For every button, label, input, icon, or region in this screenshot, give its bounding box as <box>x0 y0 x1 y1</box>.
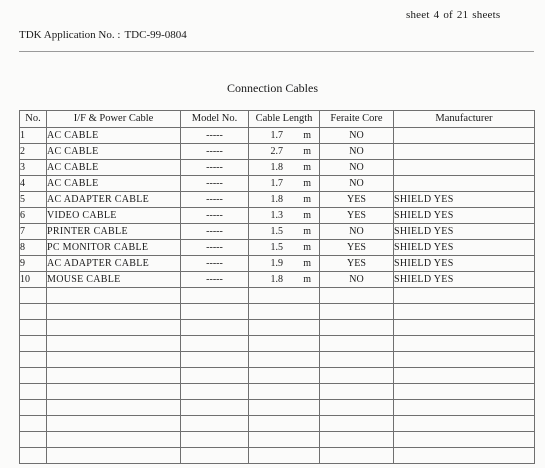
row-number: 10 <box>20 272 47 288</box>
manufacturer <box>394 144 535 160</box>
model-number: ----- <box>181 160 249 176</box>
empty-cell <box>249 352 320 368</box>
sheet-total: 21 <box>456 9 469 21</box>
table-row <box>20 128 535 144</box>
empty-cell <box>320 400 394 416</box>
cable-name: AC CABLE <box>47 176 181 192</box>
table-row <box>20 192 535 208</box>
empty-cell <box>20 448 47 464</box>
empty-table-row <box>20 448 535 464</box>
empty-cell <box>394 320 535 336</box>
cable-length-value: 2.7 <box>270 145 283 157</box>
empty-cell <box>181 352 249 368</box>
empty-cell <box>249 368 320 384</box>
ferrite-core: YES <box>320 192 394 208</box>
header-divider <box>19 51 534 52</box>
table-row <box>20 240 535 256</box>
cable-length <box>249 208 320 224</box>
cable-name: AC ADAPTER CABLE <box>47 192 181 208</box>
empty-cell <box>394 336 535 352</box>
model-number: ----- <box>181 176 249 192</box>
model-number: ----- <box>181 240 249 256</box>
model-number: ----- <box>181 272 249 288</box>
empty-cell <box>320 320 394 336</box>
empty-cell <box>249 384 320 400</box>
empty-cell <box>20 320 47 336</box>
table-row <box>20 224 535 240</box>
ferrite-core: NO <box>320 224 394 240</box>
cable-length-value: 1.8 <box>270 193 283 205</box>
ferrite-core: NO <box>320 160 394 176</box>
empty-cell <box>47 336 181 352</box>
empty-table-row <box>20 352 535 368</box>
cable-name: PC MONITOR CABLE <box>47 240 181 256</box>
empty-cell <box>20 400 47 416</box>
empty-cell <box>320 368 394 384</box>
empty-table-row <box>20 384 535 400</box>
empty-cell <box>47 416 181 432</box>
connection-cables-table <box>19 110 535 464</box>
manufacturer: SHIELD YES <box>394 256 535 272</box>
manufacturer: SHIELD YES <box>394 272 535 288</box>
column-header-length: Cable Length <box>249 111 320 128</box>
cable-length-unit: m <box>303 273 311 285</box>
empty-cell <box>181 368 249 384</box>
row-number: 5 <box>20 192 47 208</box>
empty-cell <box>20 416 47 432</box>
cable-length-unit: m <box>303 209 311 221</box>
empty-cell <box>47 432 181 448</box>
cable-name: AC CABLE <box>47 128 181 144</box>
empty-table-row <box>20 288 535 304</box>
empty-cell <box>249 416 320 432</box>
table-body <box>20 128 535 464</box>
cable-name: AC ADAPTER CABLE <box>47 256 181 272</box>
empty-cell <box>249 400 320 416</box>
row-number: 6 <box>20 208 47 224</box>
cable-length <box>249 192 320 208</box>
page-title: Connection Cables <box>227 81 318 95</box>
cable-length <box>249 272 320 288</box>
empty-cell <box>394 448 535 464</box>
model-number: ----- <box>181 144 249 160</box>
ferrite-core: YES <box>320 240 394 256</box>
manufacturer: SHIELD YES <box>394 240 535 256</box>
table-row <box>20 208 535 224</box>
model-number: ----- <box>181 192 249 208</box>
empty-cell <box>394 304 535 320</box>
cable-length-value: 1.7 <box>270 129 283 141</box>
empty-cell <box>320 448 394 464</box>
empty-cell <box>249 448 320 464</box>
row-number: 8 <box>20 240 47 256</box>
ferrite-core: NO <box>320 176 394 192</box>
row-number: 3 <box>20 160 47 176</box>
sheet-word: sheet <box>406 9 430 21</box>
header-row <box>20 111 535 128</box>
ferrite-core: NO <box>320 272 394 288</box>
empty-cell <box>394 416 535 432</box>
cable-length <box>249 224 320 240</box>
cable-length-unit: m <box>303 225 311 237</box>
empty-cell <box>394 384 535 400</box>
empty-cell <box>20 368 47 384</box>
cable-length <box>249 256 320 272</box>
cable-length-unit: m <box>303 161 311 173</box>
application-number <box>19 29 191 41</box>
empty-cell <box>394 352 535 368</box>
empty-cell <box>394 368 535 384</box>
empty-cell <box>249 336 320 352</box>
manufacturer: SHIELD YES <box>394 192 535 208</box>
ferrite-core: NO <box>320 144 394 160</box>
cable-length-value: 1.5 <box>270 225 283 237</box>
cable-length <box>249 128 320 144</box>
cable-length-value: 1.9 <box>270 257 283 269</box>
empty-cell <box>249 320 320 336</box>
empty-table-row <box>20 368 535 384</box>
empty-cell <box>47 448 181 464</box>
cable-length-unit: m <box>303 145 311 157</box>
column-header-cable: I/F & Power Cable <box>47 111 181 128</box>
cable-name: AC CABLE <box>47 160 181 176</box>
empty-cell <box>394 400 535 416</box>
model-number: ----- <box>181 128 249 144</box>
cable-name: PRINTER CABLE <box>47 224 181 240</box>
empty-table-row <box>20 432 535 448</box>
application-label: TDK Application No. : <box>19 29 121 41</box>
row-number: 1 <box>20 128 47 144</box>
empty-cell <box>249 304 320 320</box>
ferrite-core: YES <box>320 256 394 272</box>
sheet-of: of <box>443 9 453 21</box>
model-number: ----- <box>181 208 249 224</box>
manufacturer: SHIELD YES <box>394 224 535 240</box>
model-number: ----- <box>181 256 249 272</box>
cable-length-unit: m <box>303 177 311 189</box>
manufacturer <box>394 176 535 192</box>
empty-cell <box>47 352 181 368</box>
row-number: 2 <box>20 144 47 160</box>
empty-cell <box>320 304 394 320</box>
empty-cell <box>181 384 249 400</box>
empty-cell <box>249 288 320 304</box>
column-header-manufacturer: Manufacturer <box>394 111 535 128</box>
empty-cell <box>20 288 47 304</box>
empty-cell <box>47 320 181 336</box>
cable-length-unit: m <box>303 193 311 205</box>
column-header-no: No. <box>20 111 47 128</box>
sheet-suffix: sheets <box>472 9 501 21</box>
empty-cell <box>181 432 249 448</box>
table-header <box>20 111 535 128</box>
empty-cell <box>47 384 181 400</box>
table-row <box>20 160 535 176</box>
manufacturer <box>394 128 535 144</box>
row-number: 7 <box>20 224 47 240</box>
empty-cell <box>20 384 47 400</box>
empty-cell <box>394 288 535 304</box>
empty-cell <box>20 304 47 320</box>
cable-length-value: 1.3 <box>270 209 283 221</box>
cable-length-value: 1.7 <box>270 177 283 189</box>
empty-cell <box>20 432 47 448</box>
empty-cell <box>249 432 320 448</box>
empty-cell <box>47 368 181 384</box>
empty-cell <box>394 432 535 448</box>
empty-cell <box>320 416 394 432</box>
empty-table-row <box>20 400 535 416</box>
column-header-core: Feraite Core <box>320 111 394 128</box>
empty-cell <box>181 304 249 320</box>
table-row <box>20 256 535 272</box>
empty-cell <box>181 448 249 464</box>
empty-cell <box>181 400 249 416</box>
empty-cell <box>320 336 394 352</box>
cable-length-value: 1.5 <box>270 241 283 253</box>
table-row <box>20 176 535 192</box>
cable-length <box>249 144 320 160</box>
row-number: 9 <box>20 256 47 272</box>
table-row <box>20 144 535 160</box>
cable-length-value: 1.8 <box>270 161 283 173</box>
sheet-current: 4 <box>433 9 440 21</box>
manufacturer: SHIELD YES <box>394 208 535 224</box>
empty-cell <box>320 384 394 400</box>
empty-table-row <box>20 416 535 432</box>
empty-cell <box>181 416 249 432</box>
empty-table-row <box>20 304 535 320</box>
ferrite-core: YES <box>320 208 394 224</box>
cable-length <box>249 176 320 192</box>
row-number: 4 <box>20 176 47 192</box>
empty-table-row <box>20 320 535 336</box>
empty-cell <box>20 336 47 352</box>
empty-cell <box>181 288 249 304</box>
cable-name: VIDEO CABLE <box>47 208 181 224</box>
application-value: TDC-99-0804 <box>124 29 187 41</box>
model-number: ----- <box>181 224 249 240</box>
empty-cell <box>20 352 47 368</box>
empty-cell <box>181 336 249 352</box>
cable-length-unit: m <box>303 241 311 253</box>
empty-cell <box>320 432 394 448</box>
empty-table-row <box>20 336 535 352</box>
ferrite-core: NO <box>320 128 394 144</box>
cable-length <box>249 240 320 256</box>
cable-length <box>249 160 320 176</box>
empty-cell <box>320 352 394 368</box>
sheet-indicator <box>406 9 504 21</box>
empty-cell <box>47 288 181 304</box>
manufacturer <box>394 160 535 176</box>
cable-length-unit: m <box>303 129 311 141</box>
cable-length-unit: m <box>303 257 311 269</box>
table-row <box>20 272 535 288</box>
empty-cell <box>320 288 394 304</box>
empty-cell <box>47 400 181 416</box>
empty-cell <box>47 304 181 320</box>
cable-name: MOUSE CABLE <box>47 272 181 288</box>
column-header-model: Model No. <box>181 111 249 128</box>
cable-name: AC CABLE <box>47 144 181 160</box>
empty-cell <box>181 320 249 336</box>
cable-length-value: 1.8 <box>270 273 283 285</box>
